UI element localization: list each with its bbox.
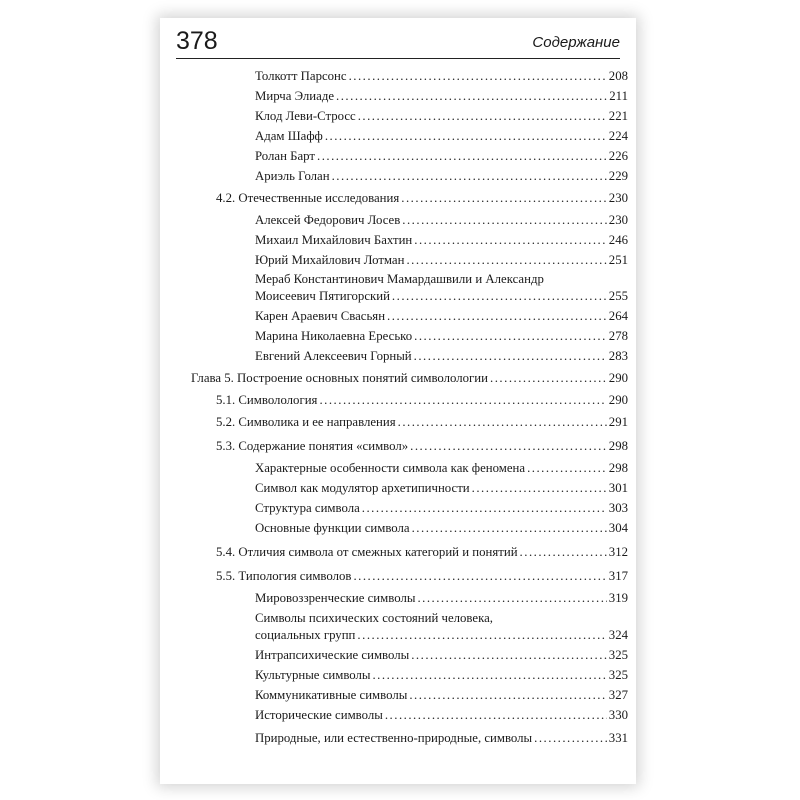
dot-leader (417, 590, 606, 607)
toc-entry (255, 687, 628, 704)
toc-entry (216, 392, 628, 409)
dot-leader (319, 392, 606, 409)
toc-entry (255, 590, 628, 607)
toc-entry-page: 303 (608, 501, 628, 515)
toc-entry-title: Ариэль Голан (255, 169, 330, 183)
toc-entry-page: 331 (608, 731, 628, 745)
toc-entry-page: 226 (608, 149, 628, 163)
toc-entry-title: Характерные особенности символа как феномена (255, 461, 526, 475)
toc-entry (255, 108, 628, 125)
toc-entry (255, 500, 628, 517)
toc-entry-page: 325 (608, 648, 628, 662)
toc-entry-title: 4.2. Отечественные исследования (216, 191, 400, 205)
toc-entry-title: Клод Леви-Стросс (255, 109, 356, 123)
toc-entry-page: 264 (608, 309, 628, 323)
toc-entry-title-line: Символы психических состояний человека, (255, 611, 493, 625)
dot-leader (317, 148, 607, 165)
book-page (160, 18, 636, 784)
toc-entry-title: Символ как модулятор архетипичности (255, 481, 470, 495)
toc-entry (216, 568, 628, 585)
toc-entry-page: 278 (608, 329, 628, 343)
toc-entry (255, 460, 628, 477)
page-number: 378 (176, 27, 218, 55)
dot-leader (410, 438, 607, 455)
toc-entry-page: 224 (608, 129, 628, 143)
toc-entry (255, 168, 628, 185)
toc-entry (216, 544, 628, 561)
toc-entry (216, 438, 628, 455)
dot-leader (520, 544, 607, 561)
toc-entry (255, 88, 628, 105)
toc-entry-page: 324 (608, 628, 628, 642)
toc-entry-title: Природные, или естественно-природные, символы (255, 731, 533, 745)
dot-leader (387, 308, 607, 325)
toc-entry-title: Мирча Элиаде (255, 89, 335, 103)
toc-entry-title: Юрий Михайлович Лотман (255, 253, 405, 267)
dot-leader (402, 212, 607, 229)
toc-entry (255, 667, 628, 684)
dot-leader (490, 370, 607, 387)
toc-entry-page: 246 (608, 233, 628, 247)
dot-leader (401, 190, 607, 207)
toc-entry-title-line: Мераб Константинович Мамардашвили и Александр (255, 272, 544, 286)
toc-entry-title: Марина Николаевна Ересько (255, 329, 413, 343)
toc-entry-page: 255 (608, 289, 628, 303)
dot-leader (398, 414, 607, 431)
toc-entry-page: 317 (608, 569, 628, 583)
toc-entry-page: 327 (608, 688, 628, 702)
toc-entry-page: 298 (608, 461, 628, 475)
toc-entry-page: 290 (608, 393, 628, 407)
toc-entry (191, 370, 628, 387)
toc-entry-title: Глава 5. Построение основных понятий символологии (191, 371, 489, 385)
toc-entry-page: 291 (608, 415, 628, 429)
dot-leader (392, 288, 607, 305)
toc-entry-page: 330 (608, 708, 628, 722)
toc-entry-page: 229 (608, 169, 628, 183)
dot-leader (332, 168, 607, 185)
dot-leader (409, 687, 606, 704)
toc-entry-page: 221 (608, 109, 628, 123)
toc-entry-title: Мировоззренческие символы (255, 591, 416, 605)
dot-leader (385, 707, 607, 724)
toc-entry-title: социальных групп (255, 628, 356, 642)
toc-entry (255, 148, 628, 165)
toc-entry (255, 480, 628, 497)
dot-leader (358, 108, 607, 125)
toc-entry-title: Михаил Михайлович Бахтин (255, 233, 413, 247)
running-title: Содержание (532, 34, 620, 51)
toc-entry (255, 610, 628, 644)
toc-entry (255, 212, 628, 229)
toc-entry-title: Карен Араевич Свасьян (255, 309, 386, 323)
toc-entry-title: Адам Шафф (255, 129, 323, 143)
toc-entry-page: 283 (608, 349, 628, 363)
toc-entry-title: Интрапсихические символы (255, 648, 410, 662)
dot-leader (472, 480, 607, 497)
toc-entry-title: Коммуникативные символы (255, 688, 408, 702)
dot-leader (353, 568, 606, 585)
toc-entry-title: Культурные символы (255, 668, 371, 682)
toc-entry-title: Ролан Барт (255, 149, 315, 163)
toc-entry-page: 211 (609, 89, 628, 103)
toc-entry-title: Структура символа (255, 501, 360, 515)
toc-entry-page: 301 (608, 481, 628, 495)
toc-entry-title: Основные функции символа (255, 521, 410, 535)
dot-leader (336, 88, 607, 105)
dot-leader (372, 667, 606, 684)
dot-leader (527, 460, 607, 477)
toc-entry (255, 328, 628, 345)
toc-entry-page: 290 (608, 371, 628, 385)
toc-entry-title: 5.4. Отличия символа от смежных категорий и понятий (216, 545, 518, 559)
toc-entry (255, 128, 628, 145)
toc-entry-page: 230 (608, 213, 628, 227)
dot-leader (534, 730, 607, 747)
dot-leader (406, 252, 606, 269)
toc-entry-page: 208 (608, 69, 628, 83)
toc-entry (255, 308, 628, 325)
dot-leader (414, 232, 607, 249)
dot-leader (414, 348, 607, 365)
dot-leader (414, 328, 607, 345)
toc-entry-title: 5.3. Содержание понятия «символ» (216, 439, 409, 453)
toc-entry-page: 230 (608, 191, 628, 205)
toc-entry-page: 312 (608, 545, 628, 559)
toc-entry-page: 304 (608, 521, 628, 535)
toc-entry-page: 325 (608, 668, 628, 682)
dot-leader (411, 647, 607, 664)
toc-entry-title: Толкотт Парсонс (255, 69, 347, 83)
dot-leader (357, 627, 606, 644)
toc-entry-title: 5.2. Символика и ее направления (216, 415, 396, 429)
toc-entry-title: 5.1. Символология (216, 393, 318, 407)
toc-entry (216, 190, 628, 207)
dot-leader (412, 520, 607, 537)
toc-entry (216, 414, 628, 431)
toc-entry-title: Моисеевич Пятигорский (255, 289, 390, 303)
toc-entry-title: Исторические символы (255, 708, 383, 722)
toc-entry-title: Евгений Алексеевич Горный (255, 349, 412, 363)
toc-entry-title: Алексей Федорович Лосев (255, 213, 401, 227)
dot-leader (325, 128, 607, 145)
table-of-contents (160, 18, 636, 784)
dot-leader (362, 500, 607, 517)
toc-entry (255, 68, 628, 85)
toc-entry (255, 647, 628, 664)
toc-entry (255, 252, 628, 269)
dot-leader (349, 68, 607, 85)
toc-entry-title: 5.5. Типология символов (216, 569, 352, 583)
toc-entry (255, 707, 628, 724)
toc-entry (255, 271, 628, 305)
toc-entry (255, 730, 628, 747)
toc-entry (255, 520, 628, 537)
toc-entry (255, 348, 628, 365)
toc-entry-page: 251 (608, 253, 628, 267)
toc-entry (255, 232, 628, 249)
toc-entry-page: 319 (608, 591, 628, 605)
toc-entry-page: 298 (608, 439, 628, 453)
